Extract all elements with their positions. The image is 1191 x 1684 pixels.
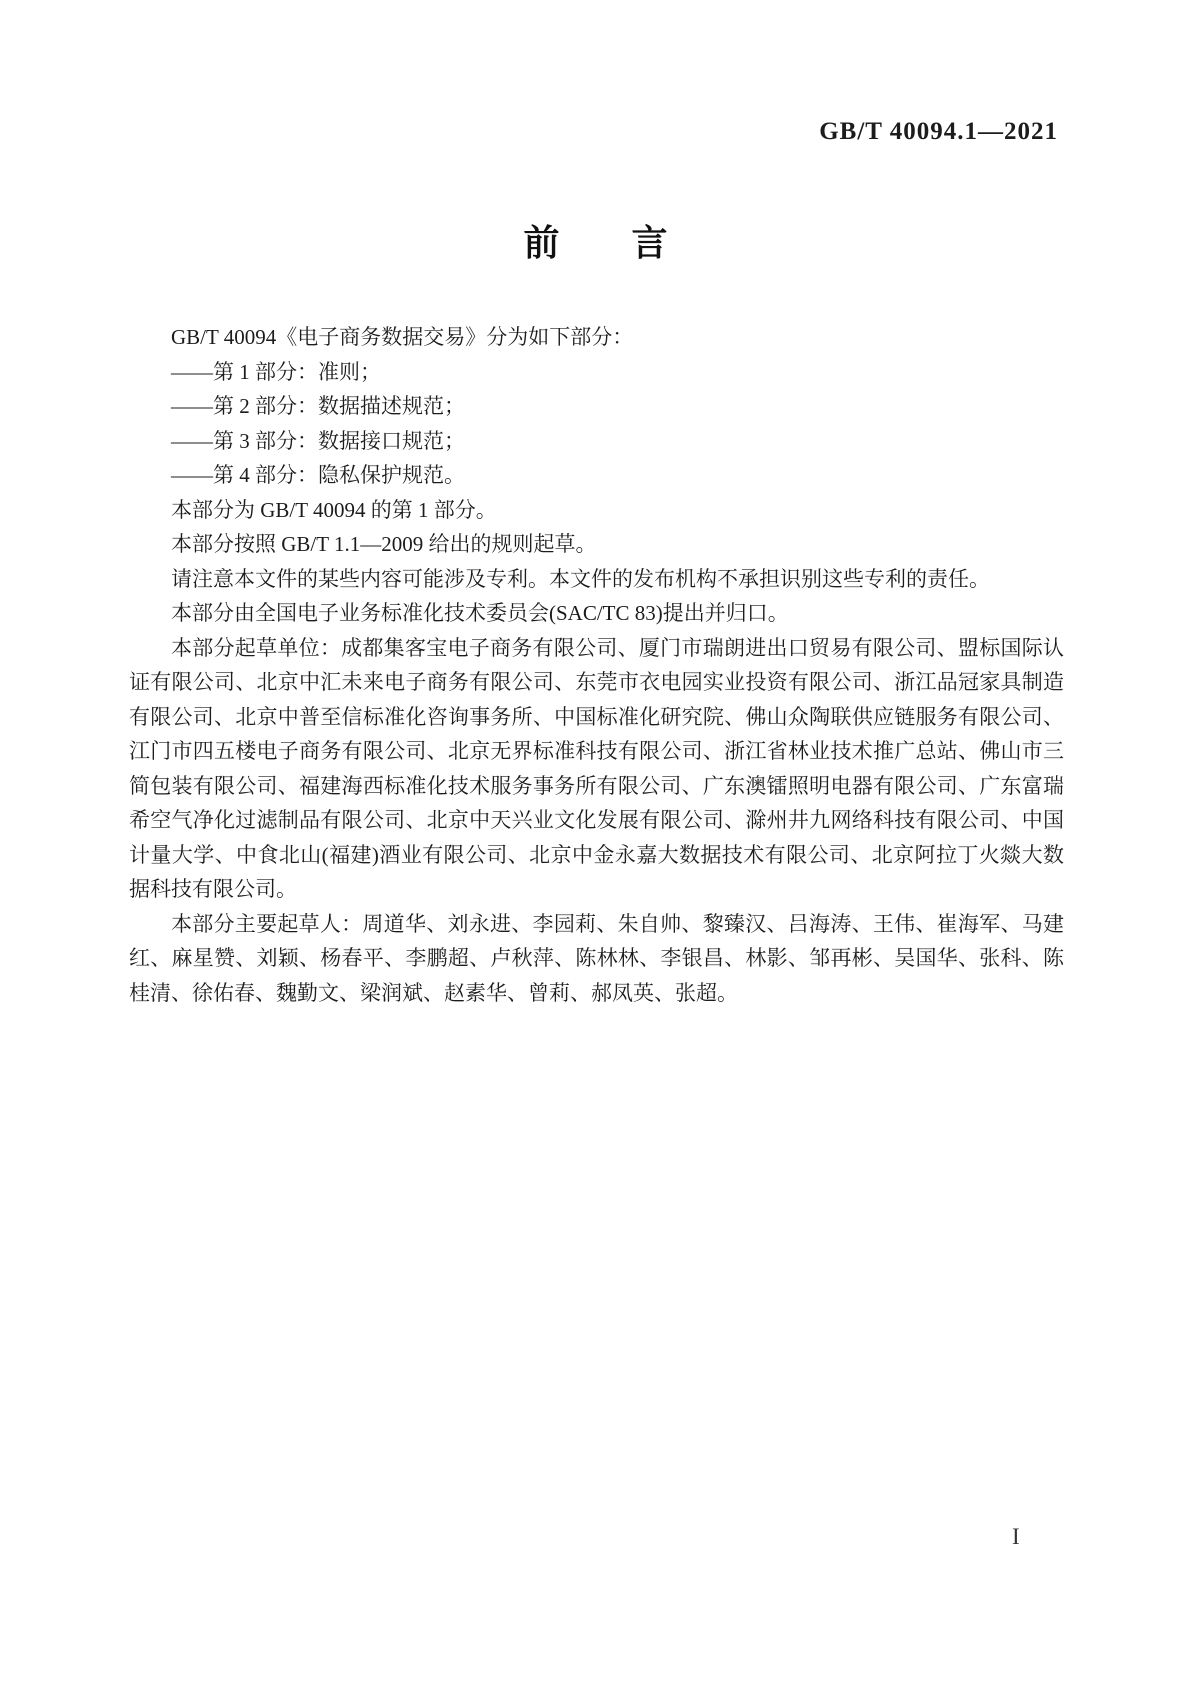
page-title: 前 言 [523,222,668,263]
foreword-body [129,320,1064,1010]
foreword-paragraph-2: 本部分按照 GB/T 1.1—2009 给出的规则起草。 [171,532,597,556]
foreword-paragraph-1: 本部分为 GB/T 40094 的第 1 部分。 [171,497,497,522]
foreword-paragraph-4: 本部分由全国电子业务标准化技术委员会(SAC/TC 83)提出并归口。 [171,601,789,625]
part-list-item-3: ——第 3 部分：数据接口规范； [171,428,465,453]
part-list-item-4: ——第 4 部分：隐私保护规范。 [171,463,465,487]
part-list-item-2: ——第 2 部分：数据描述规范； [171,394,465,418]
page-number: I [1012,1524,1020,1549]
part-list-item-1: ——第 1 部分：准则； [171,359,381,384]
foreword-intro: GB/T 40094《电子商务数据交易》分为如下部分： [171,325,634,349]
foreword-main-drafters: 本部分主要起草人：周道华、刘永进、李园莉、朱自帅、黎臻汉、吕海涛、王伟、崔海军、马建红、麻星赞、刘颖、杨春平、李鹏超、卢秋萍、陈林林、李银昌、林影、邹再彬、吴国华、张科、陈桂清、徐佑春、魏勤文、梁润斌、赵素华、曾莉、郝凤英、张超。 [129,911,1064,1005]
foreword-drafting-organizations: 本部分起草单位：成都集客宝电子商务有限公司、厦门市瑞朗进出口贸易有限公司、盟标国际认证有限公司、北京中汇未来电子商务有限公司、东莞市衣电园实业投资有限公司、浙江品冠家具制造有限公司、北京中普至信标准化咨询事务所、中国标准化研究院、佛山众陶联供应链服务有限公司、江门市四五楼电子商务有限公司、北京无界标准科技有限公司、浙江省林业技术推广总站、佛山市三简包装有限公司、福建海西标准化技术服务事务所有限公司、广东澳镭照明电器有限公司、广东富瑞希空气净化过滤制品有限公司、北京中天兴业文化发展有限公司、滁州井九网络科技有限公司、中国计量大学、中食北山(福建)酒业有限公司、北京中金永嘉大数据技术有限公司、北京阿拉丁火燚大数据科技有限公司。 [129,635,1064,901]
foreword-paragraph-3: 请注意本文件的某些内容可能涉及专利。本文件的发布机构不承担识别这些专利的责任。 [171,566,990,591]
standard-number: GB/T 40094.1—2021 [819,118,1058,145]
